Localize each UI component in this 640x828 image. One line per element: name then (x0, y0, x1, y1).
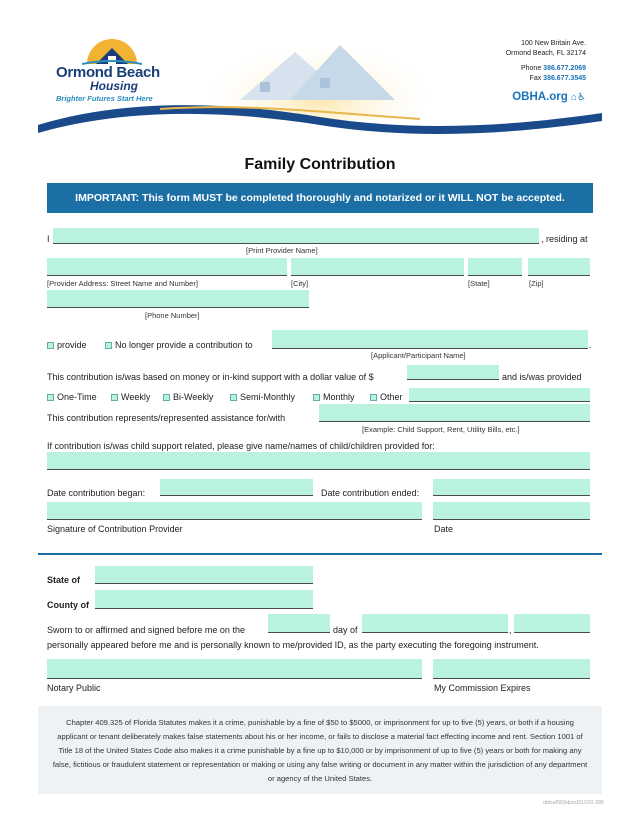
signature-caption: Signature of Contribution Provider (47, 524, 183, 534)
state-of-label: State of (47, 575, 81, 585)
monthly-checkbox[interactable] (313, 394, 320, 401)
no-longer-option[interactable] (105, 340, 253, 350)
one-time-label: One-Time (57, 392, 97, 402)
no-longer-checkbox[interactable] (105, 342, 112, 349)
logo-housing: Housing (90, 79, 138, 93)
children-names-field[interactable] (47, 452, 590, 470)
dollar-value-label: This contribution is/was based on money or in-kind support with a dollar value of $ (47, 372, 374, 382)
residing-at-label: , residing at (541, 234, 588, 244)
provide-checkbox[interactable] (47, 342, 54, 349)
street-address-field[interactable] (47, 258, 287, 276)
example-caption: [Example: Child Support, Rent, Utility Bills, etc.] (362, 425, 520, 434)
appeared-label: personally appeared before me and is personally known to me/provided ID, as the party executing the foregoing instrument. (47, 640, 539, 650)
assistance-type-field[interactable] (319, 404, 590, 422)
provided-label: and is/was provided (502, 372, 582, 382)
equal-housing-accessibility-icon: ⌂♿ (570, 92, 586, 103)
notary-signature-field[interactable] (47, 659, 422, 679)
notary-state-field[interactable] (95, 566, 313, 584)
other-checkbox[interactable] (370, 394, 377, 401)
notary-public-caption: Notary Public (47, 683, 101, 693)
provider-name-field[interactable] (53, 228, 539, 244)
date-caption: Date (434, 524, 454, 534)
phone-line (521, 65, 586, 72)
freq-one-time[interactable] (47, 392, 97, 402)
phone-number: 386.677.2069 (543, 65, 586, 72)
website-link[interactable]: OBHA.org (512, 91, 568, 103)
commission-expires-caption: My Commission Expires (434, 683, 531, 693)
state-field[interactable] (468, 258, 522, 276)
address-line2: Ormond Beach, FL 32174 (505, 50, 586, 57)
fax-label: Fax (529, 75, 542, 82)
form-code: obhaf003dpxd21020.395 (543, 800, 604, 806)
applicant-name-field[interactable] (272, 330, 588, 349)
notary-county-field[interactable] (95, 590, 313, 609)
freq-monthly[interactable] (313, 392, 355, 402)
phone-label: Phone (520, 65, 542, 72)
semi-monthly-checkbox[interactable] (230, 394, 237, 401)
bi-weekly-checkbox[interactable] (163, 394, 170, 401)
child-support-label: If contribution is/was child support related, please give name/names of child/children provided for: (47, 441, 435, 451)
period-label: . (589, 340, 592, 350)
other-label: Other (380, 392, 403, 402)
freq-other[interactable] (370, 392, 403, 402)
website-line (512, 91, 586, 103)
freq-semi-monthly[interactable] (230, 392, 295, 402)
weekly-checkbox[interactable] (111, 394, 118, 401)
provider-signature-field[interactable] (47, 502, 422, 520)
represents-label: This contribution represents/represented assistance for/with (47, 413, 286, 423)
other-frequency-field[interactable] (409, 388, 590, 402)
one-time-checkbox[interactable] (47, 394, 54, 401)
weekly-label: Weekly (121, 392, 151, 402)
freq-weekly[interactable] (111, 392, 150, 402)
dollar-value-field[interactable] (407, 365, 499, 380)
i-label: I (47, 234, 50, 244)
address-caption: [Provider Address: Street Name and Number] (47, 279, 198, 288)
date-ended-field[interactable] (433, 479, 590, 496)
date-began-label: Date contribution began: (47, 488, 146, 498)
date-ended-label: Date contribution ended: (321, 488, 420, 498)
provide-option[interactable] (47, 340, 87, 350)
sworn-label: Sworn to or affirmed and signed before me on the (47, 625, 245, 635)
monthly-label: Monthly (323, 392, 355, 402)
logo-tagline: Brighter Futures Start Here (56, 94, 153, 103)
comma-label: , (509, 625, 512, 635)
commission-expires-field[interactable] (433, 659, 590, 679)
city-field[interactable] (291, 258, 464, 276)
page-title: Family Contribution (244, 156, 396, 173)
semi-monthly-label: Semi-Monthly (240, 392, 296, 402)
no-longer-label: No longer provide a contribution to (115, 340, 253, 350)
bi-weekly-label: Bi-Weekly (173, 392, 214, 402)
provide-label: provide (57, 340, 87, 350)
fax-number: 386.677.3545 (543, 75, 586, 82)
sworn-year-field[interactable] (514, 614, 590, 633)
section-divider (38, 553, 602, 555)
print-name-caption: [Print Provider Name] (246, 246, 318, 255)
sun-house-icon (82, 36, 142, 66)
fax-line (530, 75, 586, 82)
city-caption: [City] (291, 279, 309, 288)
sworn-month-field[interactable] (362, 614, 508, 633)
phone-number-field[interactable] (47, 290, 309, 308)
day-of-label: day of (333, 625, 358, 635)
address-line1: 100 New Britain Ave. (521, 40, 586, 47)
signature-date-field[interactable] (433, 502, 590, 520)
state-caption: [State] (468, 279, 490, 288)
county-of-label: County of (47, 600, 89, 610)
phone-caption: [Phone Number] (145, 311, 200, 320)
obha-logo (52, 36, 172, 110)
important-banner: IMPORTANT: This form MUST be completed thoroughly and notarized or it WILL NOT be accepted. (47, 183, 593, 213)
date-began-field[interactable] (160, 479, 313, 496)
freq-bi-weekly[interactable] (163, 392, 213, 402)
zip-field[interactable] (528, 258, 590, 276)
applicant-caption: [Applicant/Participant Name] (371, 351, 466, 360)
zip-caption: [Zip] (529, 279, 544, 288)
sworn-day-field[interactable] (268, 614, 330, 633)
logo-name: Ormond Beach (56, 64, 160, 81)
legal-disclaimer: Chapter 409.325 of Florida Statutes makes it a crime, punishable by a fine of $50 to $5000, or imprisonment for up to five (5) years, or both if a housing applicant or tenant deliberately makes false statements about his or her income, or fails to disclose a material fact effecting income and rent. Section 1001 of Title 18 of the United States Code also makes it a crime punishable by a fine up to $10,000 or by imprisonment of up to five (5) years or both for making any false, fictitious or fraudulent statement or representation or making or using any false writing or document in any matter within the jurisdiction of any department or agency of the United States. (52, 718, 588, 783)
